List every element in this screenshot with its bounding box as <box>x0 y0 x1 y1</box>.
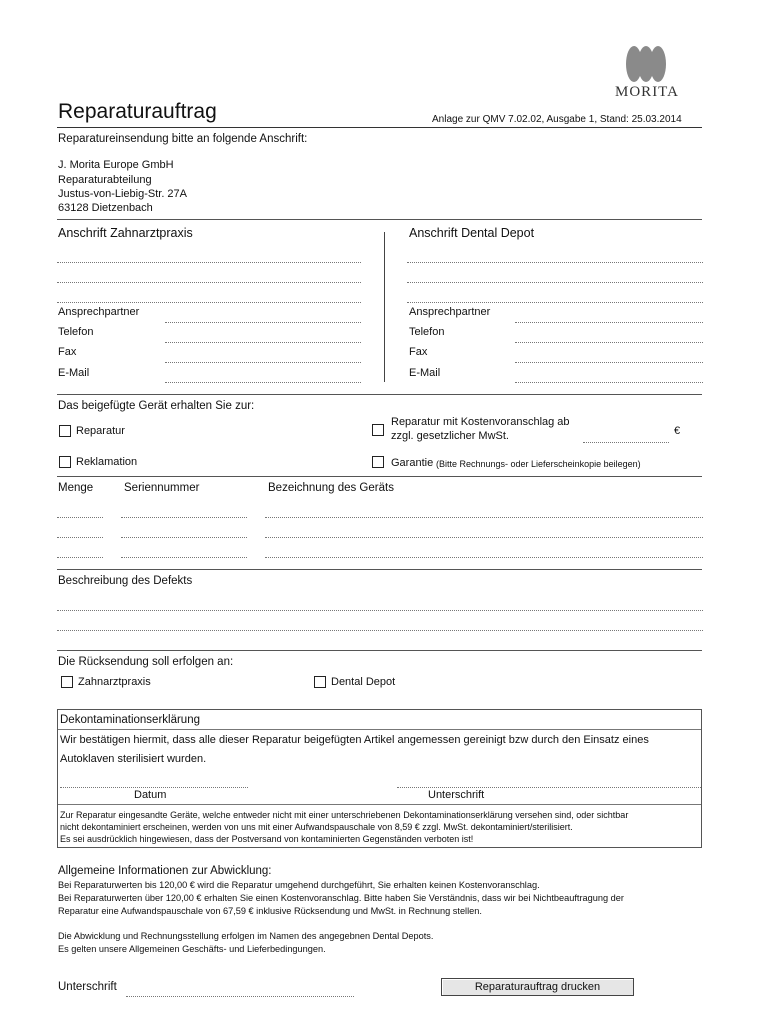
practice-email-label: E-Mail <box>58 367 90 379</box>
device-name-field[interactable] <box>265 517 703 518</box>
column-header-device: Bezeichnung des Geräts <box>268 482 394 494</box>
practice-fax-field[interactable] <box>165 362 361 363</box>
section-divider <box>57 219 702 220</box>
info-text: Die Abwicklung und Rechnungsstellung erfolgen im Namen des angegebnen Dental Depots. <box>58 931 434 941</box>
practice-address-field[interactable] <box>57 302 361 303</box>
practice-email-field[interactable] <box>165 382 361 383</box>
repair-label: Reparatur <box>76 425 125 437</box>
depot-phone-label: Telefon <box>409 326 445 338</box>
practice-phone-field[interactable] <box>165 342 361 343</box>
ship-to-line: Justus-von-Liebig-Str. 27A <box>58 188 188 200</box>
serial-field[interactable] <box>121 537 247 538</box>
depot-email-label: E-Mail <box>409 367 441 379</box>
practice-contact-field[interactable] <box>165 322 361 323</box>
defect-description-field[interactable] <box>57 630 703 631</box>
complaint-label: Reklamation <box>76 456 138 468</box>
header-divider <box>57 127 702 128</box>
column-divider <box>384 232 385 382</box>
depot-address-field[interactable] <box>407 302 703 303</box>
info-heading: Allgemeine Informationen zur Abwicklung: <box>58 865 272 877</box>
estimate-checkbox[interactable] <box>372 424 384 436</box>
complaint-checkbox[interactable] <box>59 456 71 468</box>
decontamination-signature-label: Unterschrift <box>428 789 485 801</box>
serial-field[interactable] <box>121 557 247 558</box>
decontamination-note: nicht dekontaminiert erscheinen, werden von uns mit einer Aufwandspauschale von 8,59 € zzgl. MwSt. dekontaminiert/sterilisiert. <box>60 822 573 832</box>
return-heading: Die Rücksendung soll erfolgen an: <box>58 656 234 668</box>
decontamination-divider <box>58 729 701 730</box>
decontamination-divider <box>58 804 701 805</box>
return-depot-checkbox[interactable] <box>314 676 326 688</box>
warranty-label: Garantie <box>391 457 434 469</box>
return-practice-label: Zahnarztpraxis <box>78 676 151 688</box>
info-text: Es gelten unsere Allgemeinen Geschäfts- und Lieferbedingungen. <box>58 944 326 954</box>
column-header-serial: Seriennummer <box>124 482 200 494</box>
depot-contact-label: Ansprechpartner <box>409 306 491 318</box>
practice-address-field[interactable] <box>57 262 361 263</box>
decontamination-heading: Dekontaminationserklärung <box>60 714 200 726</box>
quantity-field[interactable] <box>57 517 103 518</box>
repair-checkbox[interactable] <box>59 425 71 437</box>
ship-to-heading: Reparatureinsendung bitte an folgende Anschrift: <box>58 133 308 145</box>
info-text: Bei Reparaturwerten über 120,00 € erhalten Sie einen Kostenvoranschlag. Bitte haben Sie Verständnis, dass wir bei Nichtbeauftragung der <box>58 893 624 903</box>
quantity-field[interactable] <box>57 557 103 558</box>
morita-logo <box>612 44 682 104</box>
decontamination-date-field[interactable] <box>60 787 248 788</box>
defect-description-field[interactable] <box>57 610 703 611</box>
depot-contact-field[interactable] <box>515 322 703 323</box>
warranty-checkbox[interactable] <box>372 456 384 468</box>
return-practice-checkbox[interactable] <box>61 676 73 688</box>
section-divider <box>57 476 702 477</box>
decontamination-text: Wir bestätigen hiermit, dass alle dieser Reparatur beigefügten Artikel angemessen gereinigt bzw durch den Einsatz eines <box>60 734 649 746</box>
currency-symbol: € <box>674 425 681 437</box>
decontamination-signature-field[interactable] <box>397 787 701 788</box>
depot-heading: Anschrift Dental Depot <box>409 226 535 240</box>
depot-phone-field[interactable] <box>515 342 703 343</box>
print-button[interactable]: Reparaturauftrag drucken <box>441 978 634 996</box>
estimate-label: Reparatur mit Kostenvoranschlag ab <box>391 416 570 428</box>
warranty-note: (Bitte Rechnungs- oder Lieferscheinkopie beilegen) <box>436 459 641 469</box>
footer-signature-field[interactable] <box>126 996 354 997</box>
section-divider <box>57 569 702 570</box>
decontamination-text: Autoklaven sterilisiert wurden. <box>60 753 207 765</box>
decontamination-note: Es sei ausdrücklich hingewiesen, dass der Postversand von kontaminierten Gegenständen verboten ist! <box>60 834 474 844</box>
estimate-amount-field[interactable] <box>583 442 669 443</box>
depot-address-field[interactable] <box>407 282 703 283</box>
depot-email-field[interactable] <box>515 382 703 383</box>
depot-fax-field[interactable] <box>515 362 703 363</box>
practice-fax-label: Fax <box>58 346 77 358</box>
practice-address-field[interactable] <box>57 282 361 283</box>
info-text: Reparatur eine Aufwandspauschale von 67,59 € inklusive Rücksendung und MwSt. in Rechnung stellen. <box>58 906 482 916</box>
return-depot-label: Dental Depot <box>331 676 396 688</box>
page-title: Reparaturauftrag <box>58 100 217 123</box>
section-divider <box>57 394 702 395</box>
ship-to-line: J. Morita Europe GmbH <box>58 159 174 171</box>
document-meta: Anlage zur QMV 7.02.02, Ausgabe 1, Stand: 25.03.2014 <box>432 114 682 125</box>
serial-field[interactable] <box>121 517 247 518</box>
ship-to-line: 63128 Dietzenbach <box>58 202 153 214</box>
device-name-field[interactable] <box>265 557 703 558</box>
depot-address-field[interactable] <box>407 262 703 263</box>
footer-signature-label: Unterschrift <box>58 981 117 993</box>
ship-to-line: Reparaturabteilung <box>58 174 152 186</box>
quantity-field[interactable] <box>57 537 103 538</box>
depot-fax-label: Fax <box>409 346 428 358</box>
receive-heading: Das beigefügte Gerät erhalten Sie zur: <box>58 400 255 412</box>
info-text: Bei Reparaturwerten bis 120,00 € wird die Reparatur umgehend durchgeführt, Sie erhalten keinen Kostenvoranschlag. <box>58 880 540 890</box>
column-header-quantity: Menge <box>58 482 94 494</box>
practice-heading: Anschrift Zahnarztpraxis <box>58 226 193 240</box>
defect-heading: Beschreibung des Defekts <box>58 575 193 587</box>
decontamination-note: Zur Reparatur eingesandte Geräte, welche entweder nicht mit einer unterschriebenen Dekontaminationserklärung versehen sind, oder sichtbar <box>60 810 629 820</box>
practice-phone-label: Telefon <box>58 326 94 338</box>
estimate-label-vat: zzgl. gesetzlicher MwSt. <box>391 430 509 442</box>
section-divider <box>57 650 702 651</box>
date-label: Datum <box>134 789 167 801</box>
logo-wordmark: MORITA <box>615 84 679 100</box>
practice-contact-label: Ansprechpartner <box>58 306 140 318</box>
device-name-field[interactable] <box>265 537 703 538</box>
